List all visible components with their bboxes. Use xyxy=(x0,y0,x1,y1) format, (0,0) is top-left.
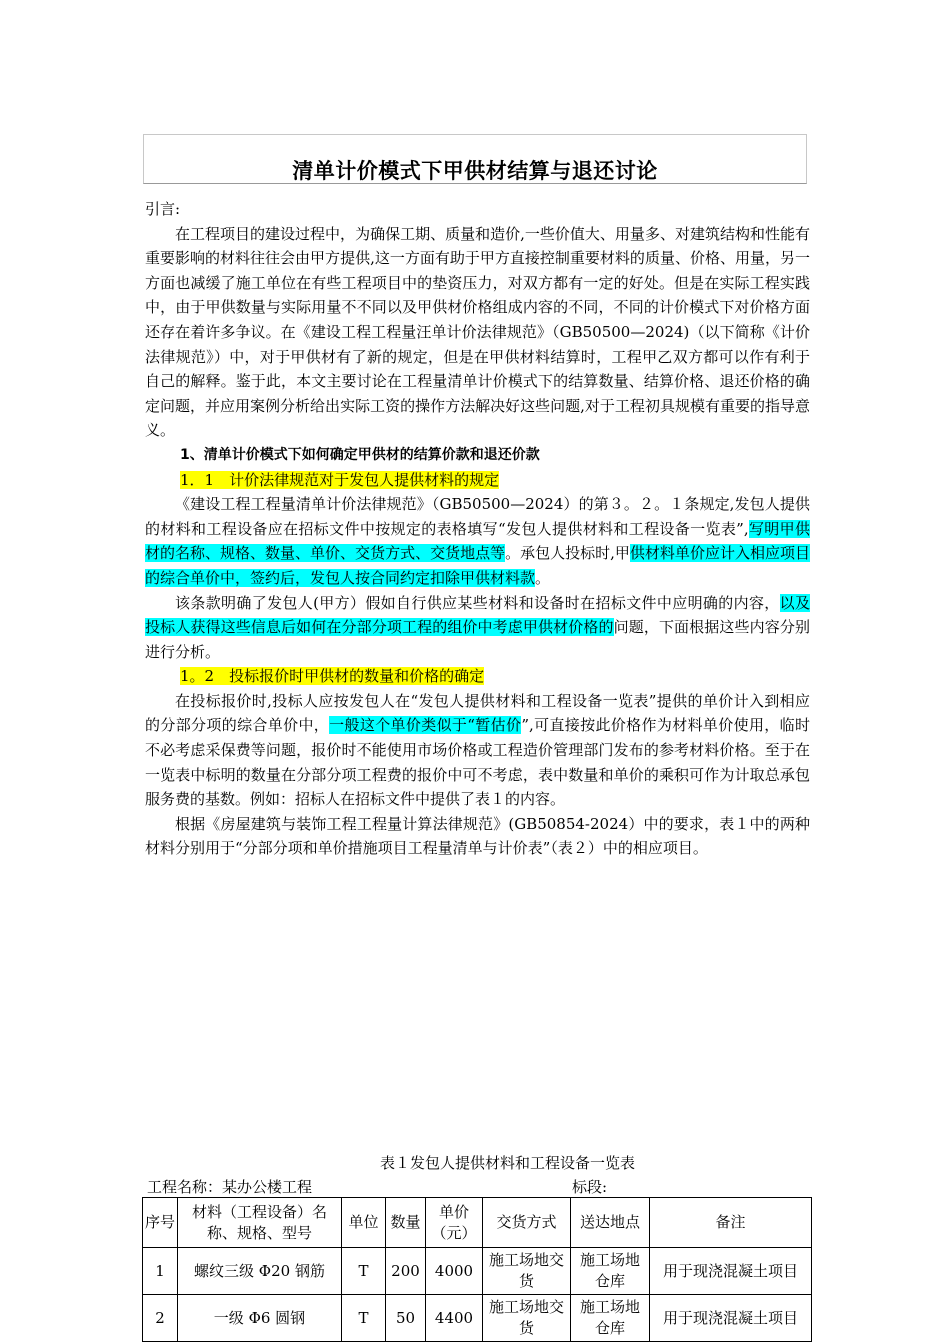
table-cell: 1 xyxy=(143,1248,178,1295)
table-row xyxy=(143,1248,812,1295)
table-cell: 施工场地交货 xyxy=(483,1248,571,1295)
header-cell: 备注 xyxy=(650,1198,812,1248)
header-cell: 单位 xyxy=(342,1198,386,1248)
materials-table xyxy=(142,1197,812,1342)
table-row xyxy=(143,1295,812,1342)
table-cell: 50 xyxy=(386,1295,426,1342)
paragraph-1-text-c: 。 xyxy=(535,568,551,587)
table-cell: T xyxy=(342,1295,386,1342)
table-caption: 表１发包人提供材料和工程设备一览表 xyxy=(379,1154,635,1172)
table-cell: 用于现浇混凝土项目 xyxy=(650,1248,812,1295)
paragraph-1 xyxy=(145,492,810,590)
header-cell: 数量 xyxy=(386,1198,426,1248)
project-name: 工程名称：某办公楼工程 xyxy=(147,1178,313,1196)
header-cell: 单价（元） xyxy=(426,1198,483,1248)
highlight-cyan-4: 一般这个单价类似于“暂估价 xyxy=(329,716,522,735)
intro-paragraph: 在工程项目的建设过程中，为确保工期、质量和造价,一些价值大、用量多、对建筑结构和性能有重要影响的材料往往会由甲方提供,这一方面有助于甲方直接控制重要材料的质量、价格、用量，另一方面也减缓了施工单位在有些工程项目中的垫资压力，对双方都有一定的好处。但是在实际工程实践中，由于甲供数量与实际用量不不同以及甲供材价格组成内容的不同，不同的计价模式下对价格方面还存在着许多争议。在《建设工程工程量汪单计价法律规范》（GB50500—2024)（以下简称《计价法律规范》）中，对于甲供材有了新的规定，但是在甲供材料结算时，工程甲乙双方都可以作有利于自己的解释。鉴于此，本文主要讨论在工程量清单计价模式下的结算数量、结算价格、退还价格的确定问题，并应用案例分析给出实际工资的操作方法解决好这些问题,对于工程初具规模有重要的指导意义。 xyxy=(145,224,810,440)
table-cell: T xyxy=(342,1248,386,1295)
table-cell: 螺纹三级 Φ20 钢筋 xyxy=(178,1248,342,1295)
paragraph-2-text-b: 问题，下面根据这些内容分别进行分析。 xyxy=(145,618,810,661)
header-cell: 送达地点 xyxy=(571,1198,650,1248)
subsection-heading-1-2 xyxy=(145,664,810,689)
header-cell: 材料（工程设备）名称、规格、型号 xyxy=(178,1198,342,1248)
paragraph-2-text-a: 该条款明确了发包人(甲方）假如自行供应某些材料和设备时在招标文件中应明确的内容， xyxy=(175,593,780,612)
table-cell: 施工场地仓库 xyxy=(571,1295,650,1342)
table-cell: 一级 Φ6 圆钢 xyxy=(178,1295,342,1342)
paragraph-1-text-a: 《建设工程工程量清单计价法律规范》（GB50500—2024）的第３。２。１条规定,发包人提供的材料和工程设备应在招标文件中按规定的表格填写“发包人提供材料和工程设备一览表”, xyxy=(145,495,810,538)
section-heading-1: 1、清单计价模式下如何确定甲供材的结算价款和退还价款 xyxy=(180,446,540,463)
header-cell: 交货方式 xyxy=(483,1198,571,1248)
table-cell: 施工场地交货 xyxy=(483,1295,571,1342)
table-cell: 2 xyxy=(143,1295,178,1342)
header-cell: 序号 xyxy=(143,1198,178,1248)
highlight-yellow: 1．1 计价法律规范对于发包人提供材料的规定 xyxy=(180,470,500,489)
table-cell: 200 xyxy=(386,1248,426,1295)
section-label: 标段: xyxy=(572,1178,608,1196)
highlight-cyan-1: 写明甲供材的名称、规格、数量、单价、交货方式、交货地点等 xyxy=(145,519,810,563)
highlight-cyan-2: 供材料单价应计入相应项目的综合单价中，签约后，发包人按合同约定扣除甲供材料款 xyxy=(145,544,810,587)
paragraph-1-text-b: 。承包人投标时,甲 xyxy=(505,544,630,563)
table-cell: 施工场地仓库 xyxy=(571,1248,650,1295)
highlight-yellow: 1。2 投标报价时甲供材的数量和价格的确定 xyxy=(180,667,485,686)
paragraph-3-text-a: 在投标报价时,投标人应按发包人在“发包人提供材料和工程设备一览表”提供的单价计入到相应的分部分项的综合单价中， xyxy=(145,691,810,735)
paragraph-3-text-b: ”,可直接按此价格作为材料单价使用，临时不必考虑采保费等问题，报价时不能使用市场价格或工程造价管理部门发布的参考材料价格。至于在一览表中标明的数量在分部分项工程费的报价中可不考虑，表中数量和单价的乘积可作为计取总承包服务费的基数。例如：招标人在招标文件中提供了表１的内容。 xyxy=(145,716,810,809)
paragraph-2 xyxy=(145,591,810,665)
document-title: 清单计价模式下甲供材结算与退还讨论 xyxy=(292,159,658,183)
table-cell: 4400 xyxy=(426,1295,483,1342)
paragraph-4: 根据《房屋建筑与装饰工程工程量计算法律规范》(GB50854-2024）中的要求，表１中的两种材料分别用于“分部分项和单价措施项目工程量清单与计价表”（表２）中的相应项目。 xyxy=(145,814,810,858)
subsection-heading-1-1 xyxy=(145,468,810,493)
table-header-row xyxy=(143,1198,812,1248)
table-cell: 4000 xyxy=(426,1248,483,1295)
paragraph-3 xyxy=(145,689,810,812)
table-cell: 用于现浇混凝土项目 xyxy=(650,1295,812,1342)
intro-label: 引言: xyxy=(145,200,181,218)
document-body xyxy=(145,197,810,861)
highlight-cyan-3: 以及投标人获得这些信息后如何在分部分项工程的组价中考虑甲供材价格的 xyxy=(145,593,810,637)
